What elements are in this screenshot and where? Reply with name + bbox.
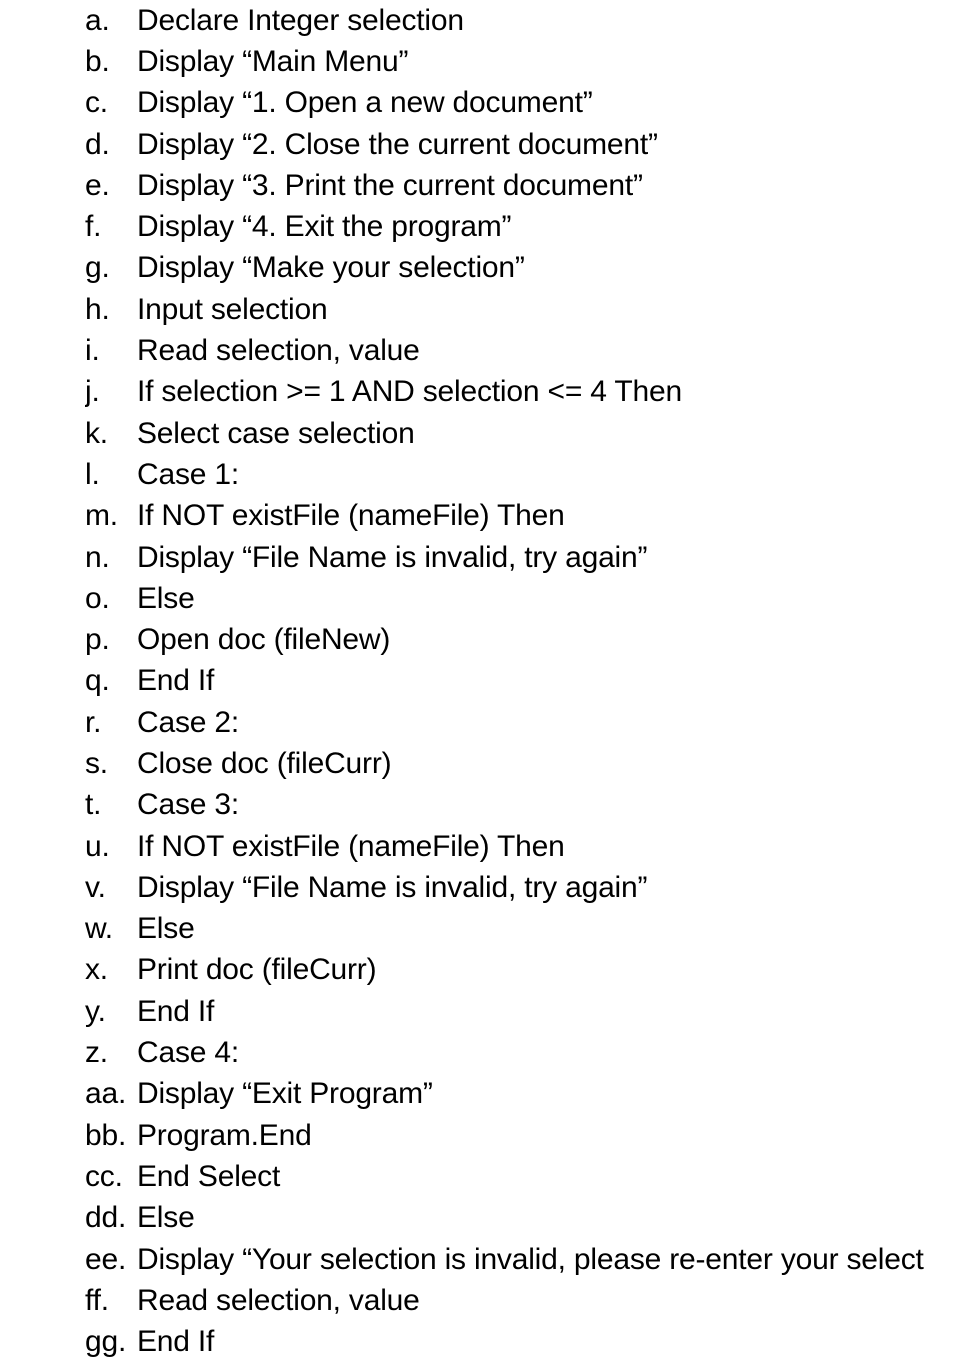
- list-item: [85, 41, 956, 82]
- list-text: If NOT existFile (nameFile) Then: [137, 499, 565, 533]
- list-text: Display “Your selection is invalid, please re-enter your select: [137, 1242, 924, 1276]
- list-text: Display “Make your selection”: [137, 251, 525, 285]
- list-item: [85, 124, 956, 165]
- list-marker: bb.: [85, 1118, 127, 1152]
- list-item: [85, 1032, 956, 1073]
- list-marker: u.: [85, 829, 110, 863]
- list-item: [85, 619, 956, 660]
- list-text: Open doc (fileNew): [137, 623, 391, 657]
- list-text: Program.End: [137, 1118, 312, 1152]
- list-text: If NOT existFile (nameFile) Then: [137, 829, 565, 863]
- list-marker: z.: [85, 1036, 108, 1070]
- list-marker: ff.: [85, 1283, 109, 1317]
- list-item: [85, 206, 956, 247]
- list-text: Declare Integer selection: [137, 3, 464, 37]
- list-item: [85, 1198, 956, 1239]
- list-marker: a.: [85, 3, 110, 37]
- list-item: [85, 950, 956, 991]
- list-text: Else: [137, 1201, 195, 1235]
- list-item: [85, 826, 956, 867]
- list-text: Else: [137, 912, 195, 946]
- list-marker: c.: [85, 86, 108, 120]
- list-text: Case 4:: [137, 1036, 239, 1070]
- list-marker: dd.: [85, 1201, 127, 1235]
- list-text: Print doc (fileCurr): [137, 953, 377, 987]
- list-marker: k.: [85, 416, 108, 450]
- list-text: Input selection: [137, 292, 328, 326]
- list-item: [85, 330, 956, 371]
- list-item: [85, 991, 956, 1032]
- list-marker: y.: [85, 994, 106, 1028]
- list-text: Select case selection: [137, 416, 415, 450]
- list-marker: j.: [85, 375, 100, 409]
- list-item: [85, 743, 956, 784]
- list-text: End If: [137, 1325, 215, 1359]
- list-marker: cc.: [85, 1159, 123, 1193]
- list-item: [85, 867, 956, 908]
- list-item: [85, 248, 956, 289]
- list-marker: aa.: [85, 1077, 127, 1111]
- list-text: Display “3. Print the current document”: [137, 168, 643, 202]
- list-text: Display “Main Menu”: [137, 44, 409, 78]
- list-text: End If: [137, 994, 215, 1028]
- list-marker: f.: [85, 210, 102, 244]
- list-item: [85, 454, 956, 495]
- list-text: Display “1. Open a new document”: [137, 86, 593, 120]
- list-marker: ee.: [85, 1242, 127, 1276]
- list-marker: w.: [85, 912, 113, 946]
- list-marker: gg.: [85, 1325, 127, 1359]
- list-marker: h.: [85, 292, 110, 326]
- list-item: [85, 1156, 956, 1197]
- list-text: If selection >= 1 AND selection <= 4 Then: [137, 375, 682, 409]
- list-item: [85, 1239, 956, 1280]
- list-text: Close doc (fileCurr): [137, 746, 392, 780]
- list-item: [85, 0, 956, 41]
- list-item: [85, 1074, 956, 1115]
- list-text: Case 3:: [137, 788, 239, 822]
- list-item: [85, 909, 956, 950]
- list-text: Read selection, value: [137, 334, 420, 368]
- list-marker: o.: [85, 581, 110, 615]
- list-item: [85, 413, 956, 454]
- list-text: Display “2. Close the current document”: [137, 127, 658, 161]
- list-item: [85, 702, 956, 743]
- list-text: Case 1:: [137, 457, 239, 491]
- list-item: [85, 289, 956, 330]
- list-item: [85, 1322, 956, 1363]
- list-marker: p.: [85, 623, 110, 657]
- list-item: [85, 1115, 956, 1156]
- list-marker: x.: [85, 953, 108, 987]
- list-marker: q.: [85, 664, 110, 698]
- list-marker: d.: [85, 127, 110, 161]
- list-text: Display “File Name is invalid, try again”: [137, 870, 648, 904]
- list-text: Case 2:: [137, 705, 239, 739]
- list-item: [85, 1280, 956, 1321]
- list-text: End Select: [137, 1159, 281, 1193]
- list-marker: m.: [85, 499, 118, 533]
- list-item: [85, 578, 956, 619]
- list-marker: s.: [85, 746, 108, 780]
- list-item: [85, 661, 956, 702]
- list-marker: e.: [85, 168, 110, 202]
- list-marker: g.: [85, 251, 110, 285]
- list-text: Display “Exit Program”: [137, 1077, 433, 1111]
- list-item: [85, 83, 956, 124]
- list-marker: b.: [85, 44, 110, 78]
- list-marker: t.: [85, 788, 102, 822]
- pseudocode-list: [85, 0, 956, 1363]
- list-marker: r.: [85, 705, 102, 739]
- list-text: Display “File Name is invalid, try again”: [137, 540, 648, 574]
- list-text: Read selection, value: [137, 1283, 420, 1317]
- list-item: [85, 496, 956, 537]
- list-marker: n.: [85, 540, 110, 574]
- list-marker: v.: [85, 870, 106, 904]
- list-item: [85, 785, 956, 826]
- list-item: [85, 372, 956, 413]
- list-item: [85, 165, 956, 206]
- list-marker: l.: [85, 457, 100, 491]
- list-text: Else: [137, 581, 195, 615]
- list-item: [85, 537, 956, 578]
- list-text: End If: [137, 664, 215, 698]
- list-marker: i.: [85, 334, 100, 368]
- list-text: Display “4. Exit the program”: [137, 210, 512, 244]
